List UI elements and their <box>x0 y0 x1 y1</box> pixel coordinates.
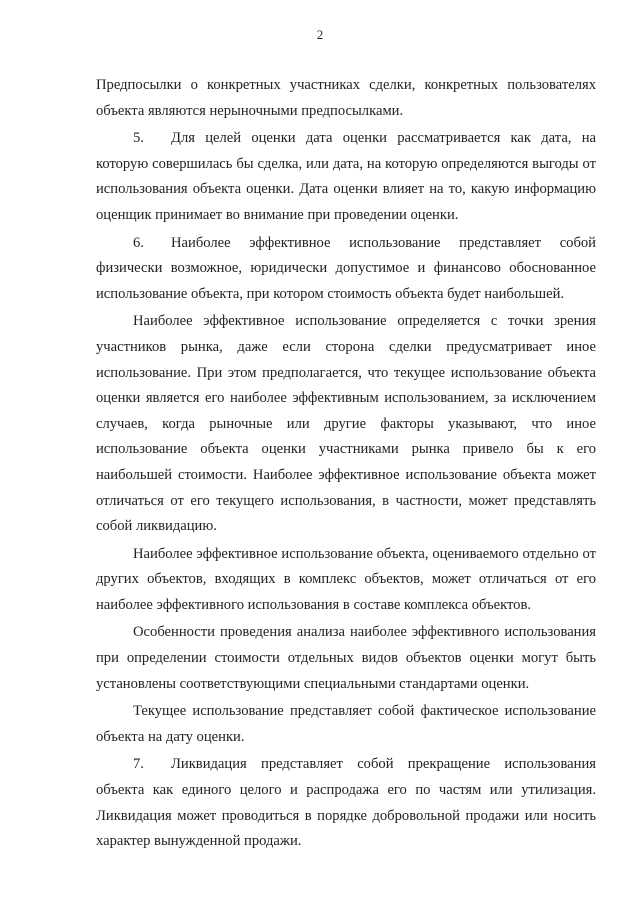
paragraph-text: Особенности проведения анализа наиболее эффективного использования при определении стоимости отдельных видов объектов оценки могут быть установлены соответствующими специальными стандартами оценки. <box>96 624 596 692</box>
paragraph-6-current-use <box>96 699 596 750</box>
paragraph-7 <box>96 752 596 854</box>
paragraph-text: Предпосылки о конкретных участниках сделки, конкретных пользователях объекта являются нерыночными предпосылками. <box>96 77 596 119</box>
paragraph-text: Текущее использование представляет собой фактическое использование объекта на дату оценки. <box>96 703 596 745</box>
paragraph-text: Для целей оценки дата оценки рассматривается как дата, на которую совершилась бы сделка, или дата, на которую определяются выгоды от использования объекта оценки. Дата оценки влияет на то, какую информацию оценщик принимает во внимание при проведении оценки. <box>96 130 596 223</box>
paragraph-text: Наиболее эффективное использование объекта, оцениваемого отдельно от других объектов, входящих в комплекс объектов, может отличаться от его наиболее эффективного использования в составе комплекса объектов. <box>96 545 596 613</box>
paragraph-6-special-standards <box>96 620 596 697</box>
paragraph-text: Наиболее эффективное использование определяется с точки зрения участников рынка, даже если сторона сделки предусматривает иное использование. При этом предполагается, что текущее использование объекта оценки является его наиболее эффективным использованием, за исключением случаев, когда рыночные или другие факторы указывают, что иное использование объекта оценки участниками рынка привело бы к его наибольшей стоимости. Наиболее эффективное использование объекта может отличаться от его текущего использования, в частности, может представлять собой ликвидацию. <box>96 313 596 535</box>
document-body <box>96 73 596 857</box>
paragraph-6 <box>96 231 596 308</box>
paragraph-6-market-view <box>96 309 596 539</box>
paragraph-continuation <box>96 73 596 124</box>
paragraph-number: 6. <box>133 234 144 251</box>
paragraph-5 <box>96 126 596 228</box>
page-number: 2 <box>316 27 324 42</box>
paragraph-number: 5. <box>133 130 144 147</box>
paragraph-text: Наиболее эффективное использование представляет собой физически возможное, юридически допустимое и финансово обоснованное использование объекта, при котором стоимость объекта будет наибольшей. <box>96 234 596 302</box>
paragraph-text: Ликвидация представляет собой прекращение использования объекта как единого целого и распродажа его по частям или утилизация. Ликвидация может проводиться в порядке добровольной продажи или носить характер вынужденной продажи. <box>96 756 596 850</box>
paragraph-number: 7. <box>133 756 144 773</box>
paragraph-6-separate-object <box>96 542 596 619</box>
